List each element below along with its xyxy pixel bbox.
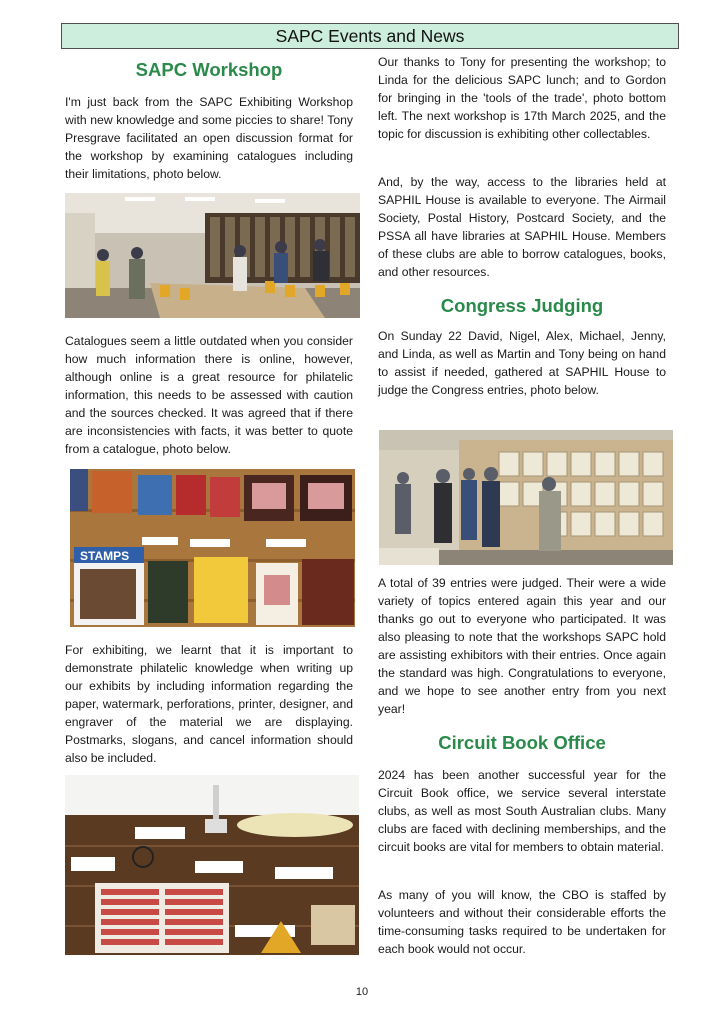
circuit-book-paragraph-1: 2024 has been another successful year for the Circuit Book office, we service several interstate clubs, as well as most South Australian clubs. Many clubs are faced with declining memberships, and the circuit books are vital for members to obtain material.	[378, 768, 666, 854]
workshop-paragraph-2: Catalogues seem a little outdated when you consider how much information there is online, however, although online is a great resource for philatelic information, this needs to be assessed with caution and the sources checked. It was agreed that if there are inconsistencies with facts, it was better to quote from a catalogue, photo below.	[65, 334, 353, 456]
heading-sapc-workshop: SAPC Workshop	[135, 59, 283, 80]
congress-judging-paragraph-1: On Sunday 22 David, Nigel, Alex, Michael, Jenny, and Linda, as well as Martin and Tony being on hand to assist if needed, gathered at SAPHIL House to judge the Congress entries, photo below.	[378, 329, 666, 397]
congress-judging-paragraph-2: A total of 39 entries were judged. Their were a wide variety of topics entered again this year and our thanks go out to everyone who participated. It was also pleasing to note that the workshops SAPC hold are assisting exhibitors with their entries. Once again the standard was high. Congratulations to everyone, and we hope to see another entry from you next year!	[378, 576, 666, 716]
page-number: 10	[355, 986, 369, 998]
workshop-paragraph-1: I'm just back from the SAPC Exhibiting Workshop with new knowledge and some piccies to share! Tony Presgrave facilitated an open discussion format for the workshop by examining catalogues including their limitations, photo below.	[65, 95, 353, 181]
workshop-room-photo	[65, 193, 360, 318]
section-banner: SAPC Events and News	[61, 23, 679, 49]
workshop-paragraph-3: For exhibiting, we learnt that it is important to demonstrate philatelic knowledge when writing up our exhibits by including information regarding the paper, watermark, perforations, printer, designer, and engraver of the material we are displaying. Postmarks, slogans, and cancel information should also be included.	[65, 643, 353, 765]
heading-circuit-book-office: Circuit Book Office	[438, 732, 606, 753]
libraries-paragraph: And, by the way, access to the libraries held at SAPHIL House is available to everyone. The Airmail Society, Postal History, Postcard Society, and the PSSA all have libraries at SAPHIL House. Members of these clubs are able to borrow catalogues, books, and other resources.	[378, 175, 666, 279]
congress-judging-photo	[379, 430, 673, 565]
stamps-cover-title: STAMPS	[80, 549, 130, 563]
catalogues-photo	[70, 469, 355, 627]
workshop-thanks-paragraph: Our thanks to Tony for presenting the workshop; to Linda for the delicious SAPC lunch; and to Gordon for bringing in the 'tools of the trade', photo bottom left. The next workshop is 17th March 2025, and the topic for discussion is exhibiting other collectables.	[378, 55, 666, 141]
circuit-book-paragraph-2: As many of you will know, the CBO is staffed by volunteers and without their considerable efforts the time-consuming tasks required to be undertaken for each book would not occur.	[378, 888, 666, 956]
heading-congress-judging: Congress Judging	[440, 295, 604, 316]
tools-of-the-trade-photo	[65, 775, 359, 955]
